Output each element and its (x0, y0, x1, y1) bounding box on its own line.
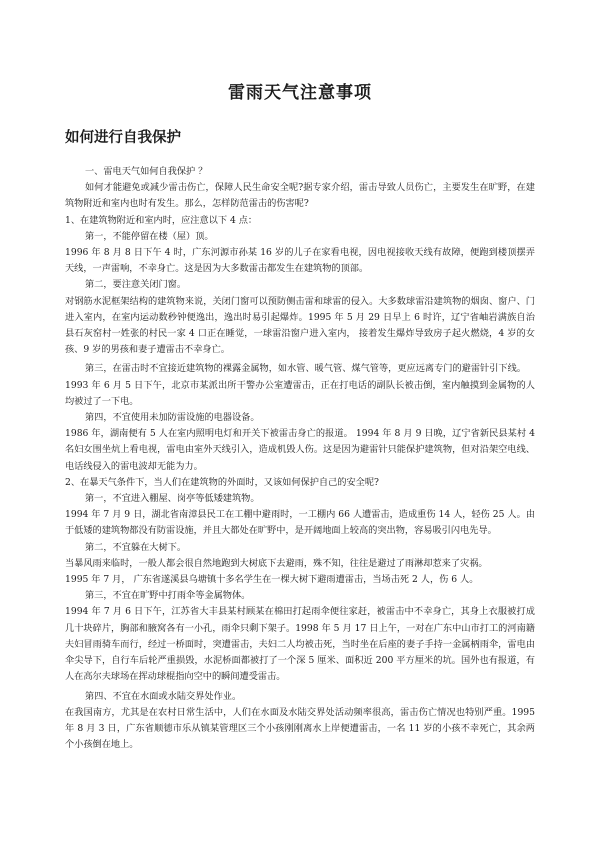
case-paragraph: 当暴风雨来临时，一般人都会很自然地跑到大树底下去避雨，殊不知，往往是避过了雨淋却惹来了灾祸。 (65, 557, 488, 569)
case-paragraph: 对钢筋水泥框架结构的建筑物来说，关闭门窗可以预防侧击雷和球雷的侵入。大多数球雷沿建筑物的烟囱、窗户、门进入室内，在室内运动数秒钟便逸出，逸出时易引起爆炸。1995 年 5 月 29 日早上 6 时许，辽宁省岫岩满族自治县石灰窑村一姓张的村民一家 4 口正在睡觉，一球雷沿窗户进入室内， 接着发生爆炸导致房子起火燃烧，4 岁的女孩、9 岁的男孩和妻子遭雷击不幸身亡。 (65, 295, 535, 356)
document-title: 雷雨天气注意事项 (228, 83, 372, 103)
intro-paragraph: 如何才能避免或减少雷击伤亡，保障人民生命安全呢?据专家介绍，雷击导致人员伤亡，主要发生在旷野，在建筑物附近和室内也时有发生。那么，怎样防范雷击的伤害呢? (65, 182, 535, 210)
subsection-heading-1: 1、在建筑物附近和室内时，应注意以下 4 点： (65, 214, 258, 226)
point-heading: 第二，要注意关闭门窗。 (85, 279, 187, 291)
point-heading: 第四，不宜使用未加防雷设施的电器设备。 (85, 412, 260, 424)
point-heading: 第二，不宜躲在大树下。 (85, 541, 187, 553)
case-paragraph: 在我国南方，尤其是在农村日常生活中，人们在水面及水陆交界处活动频率很高，雷击伤亡情况也特别严重。1995 年 8 月 3 日，广东省顺德市乐从镇某管理区三个小孩刚刚离水上岸便遭雷击，一名 11 岁的小孩不幸死亡，其余两个小孩倒在地上。 (65, 706, 535, 751)
case-paragraph: 1993 年 6 月 5 日下午，北京市某派出所干警办公室遭雷击，正在打电话的副队长被击倒，室内触摸到金属物的人均被过了一下电。 (65, 379, 535, 407)
case-paragraph: 1994 年 7 月 9 日，湖北省南漳县民工在工棚中避雨时，一工棚内 66 人遭雷击，造成重伤 14 人，轻伤 25 人。由于低矮的建筑物都没有防雷设施，并且大都处在旷野中，是开阔地面上较高的突出物，容易吸引闪电先导。 (65, 509, 535, 537)
case-paragraph: 1986 年，湖南便有 5 人在室内照明电灯和开关下被雷击身亡的报道。 1994 年 8 月 9 日晚，辽宁省新民县某村 4 名妇女围坐炕上看电视，雷电由室外天线引入，造成机毁人伤。这是因为避雷针只能保护建筑物，但对沿架空电线、电话线侵入的雷电波却无能为力。 (65, 428, 535, 472)
point-heading: 第三，在雷击时不宜接近建筑物的裸露金属物，如水管、暖气管、煤气管等，更应远离专门的避雷针引下线。 (85, 363, 526, 375)
case-paragraph: 1994 年 7 月 6 日下午，江苏省大丰县某村顾某在棉田打起雨伞便往家赶，被雷击中不幸身亡，其身上衣服被打成几十块碎片，胸部和腋窝各有一小孔，雨伞只剩下架子。1998 年 5 月 17 日上午，一对在广东中山市打工的河南籍夫妇冒雨骑车而行，经过一桥面时，突遭雷击，夫妇二人均被击死，当时坐在后座的妻子手持一金属柄雨伞，雷电由伞尖导下，自行车后轮严重损毁，水泥桥面都被打了一个深 5 厘米、面积近 200 平方厘米的坑。国外也有报道，有人在高尔夫球场在挥动球棍指向空中的瞬间遭受雷击。 (65, 606, 535, 683)
case-paragraph: 1995 年 7 月， 广东省遂溪县乌塘镇十多名学生在一棵大树下避雨遭雷击，当场击死 2 人，伤 6 人。 (65, 574, 479, 586)
subsection-heading-2: 2、在暴天气条件下，当人们在建筑物的外面时，又该如何保护自己的安全呢? (65, 476, 379, 488)
question-heading-1: 一、雷电天气如何自我保护 ？ (85, 166, 208, 177)
case-paragraph: 1996 年 8 月 8 日下午 4 时，广东河源市孙某 16 岁的儿子在家看电视，因电视接收天线有故障，便跑到楼顶摆弄天线，一声雷响，不幸身亡。这是因为大多数雷击都发生在建筑物的顶部。 (65, 247, 535, 275)
section-heading: 如何进行自我保护 (65, 130, 181, 146)
point-heading: 第一，不宜进入棚屋、岗亭等低矮建筑物。 (85, 493, 260, 505)
point-heading: 第四、不宜在水面或水陆交界处作业。 (85, 690, 242, 702)
point-heading: 第三，不宜在旷野中打雨伞等金属物体。 (85, 590, 251, 602)
document-body (65, 164, 535, 753)
point-heading: 第一，不能停留在楼（屋）顶。 (85, 230, 214, 242)
